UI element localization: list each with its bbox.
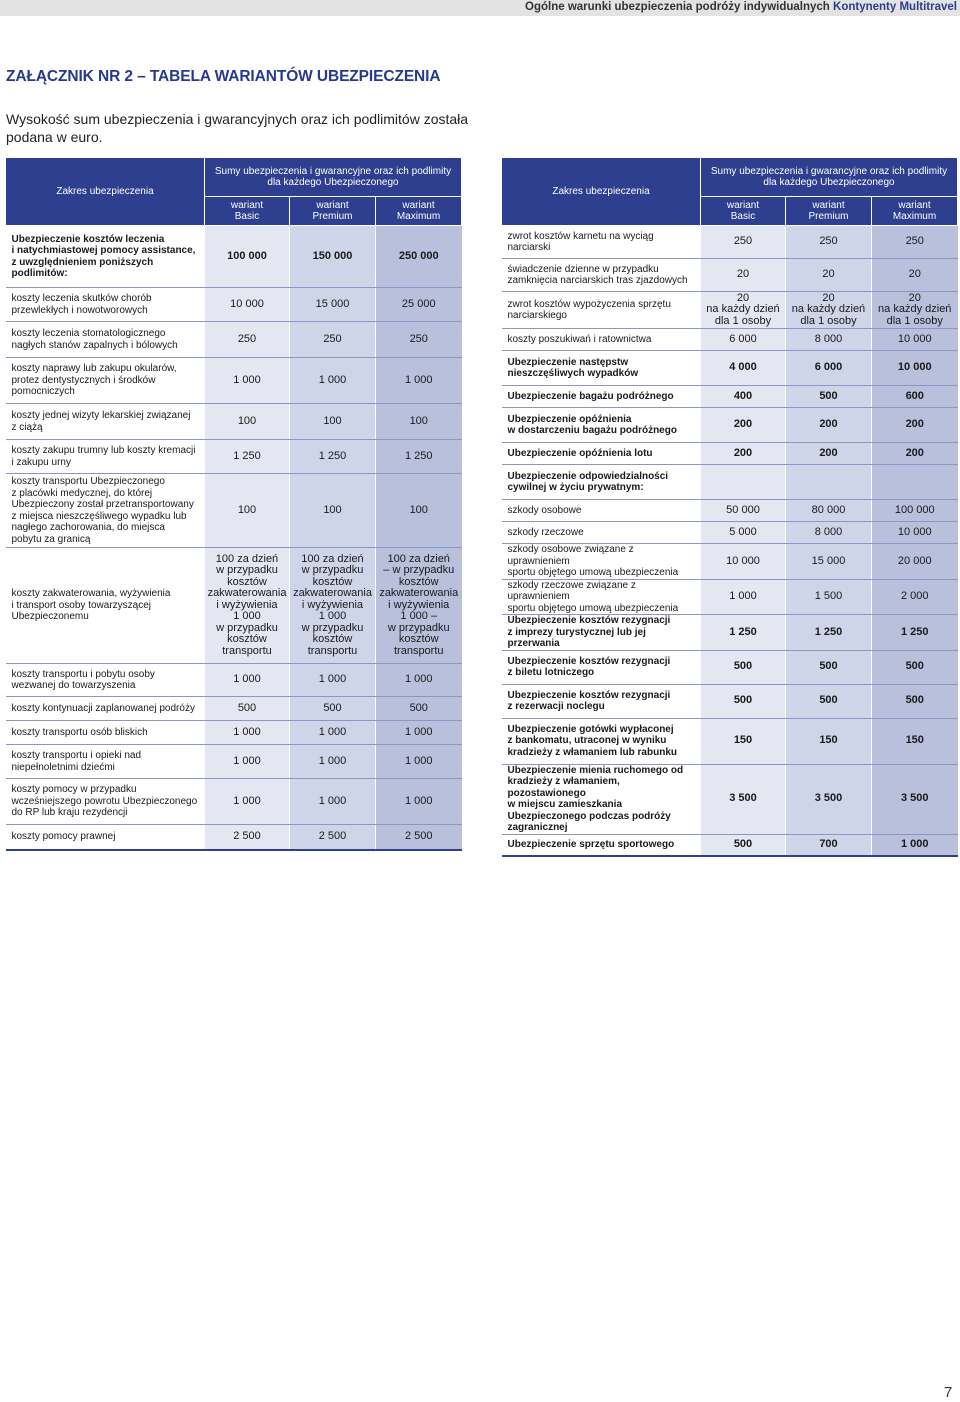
row-label: szkody rzeczowe — [502, 522, 701, 544]
header-brand: Kontynenty Multitravel — [833, 1, 957, 13]
table-row — [6, 226, 462, 288]
value-basic: 100 — [205, 404, 290, 440]
value-maximum: 10 000 — [872, 351, 958, 386]
intro-text: Wysokość sum ubezpieczenia i gwarancyjnych oraz ich podlimitów została podana w euro. — [6, 111, 469, 145]
value-basic: 500 — [205, 697, 290, 721]
row-label: Ubezpieczenie odpowiedzialności cywilnej w życiu prywatnym: — [502, 465, 701, 500]
value-premium: 8 000 — [786, 522, 872, 544]
table-row — [502, 764, 958, 834]
table-row — [502, 386, 958, 408]
value-basic: 500 — [701, 650, 786, 684]
value-maximum: 20 000 — [872, 544, 958, 580]
value-basic: 250 — [205, 322, 290, 358]
value-premium: 1 000 — [290, 745, 376, 779]
value-premium: 250 — [786, 226, 872, 259]
table-row — [6, 440, 462, 474]
value-basic: 1 000 — [205, 664, 290, 697]
row-label: Ubezpieczenie następstw nieszczęśliwych wypadków — [502, 351, 701, 386]
value-premium: 700 — [786, 834, 872, 856]
row-label: koszty kontynuacji zaplanowanej podróży — [6, 697, 205, 721]
page-number: 7 — [944, 1384, 953, 1401]
value-premium: 200 — [786, 443, 872, 465]
value-premium: 8 000 — [786, 329, 872, 351]
row-label: Ubezpieczenie kosztów rezygnacji z biletu lotniczego — [502, 650, 701, 684]
row-label: Ubezpieczenie opóźnienia lotu — [502, 443, 701, 465]
table-row — [6, 474, 462, 548]
value-maximum: 250 000 — [376, 226, 462, 288]
scope-header: Zakres ubezpieczenia — [502, 158, 701, 226]
table-row — [502, 292, 958, 329]
value-maximum: 20 na każdy dzień dla 1 osoby — [872, 292, 958, 329]
table-row — [502, 650, 958, 684]
value-maximum: 1 000 — [376, 664, 462, 697]
row-label: zwrot kosztów wypożyczenia sprzętu narciarskiego — [502, 292, 701, 329]
value-maximum: 1 000 — [376, 779, 462, 825]
table-row — [502, 443, 958, 465]
row-label: koszty transportu osób bliskich — [6, 721, 205, 745]
row-label: koszty poszukiwań i ratownictwa — [502, 329, 701, 351]
value-basic — [701, 465, 786, 500]
table-row — [502, 259, 958, 292]
row-label: koszty naprawy lub zakupu okularów, protez dentystycznych i środków pomocniczych — [6, 358, 205, 404]
value-basic: 5 000 — [701, 522, 786, 544]
value-basic: 3 500 — [701, 764, 786, 834]
table-row — [6, 288, 462, 322]
table-row — [502, 500, 958, 522]
table-row — [502, 408, 958, 443]
row-label: koszty pomocy w przypadku wcześniejszego powrotu Ubezpieczonego do RP lub kraju rezydencji — [6, 779, 205, 825]
value-premium: 1 000 — [290, 779, 376, 825]
value-premium: 1 000 — [290, 664, 376, 697]
value-maximum: 500 — [376, 697, 462, 721]
value-premium: 250 — [290, 322, 376, 358]
value-maximum: 600 — [872, 386, 958, 408]
row-label: zwrot kosztów karnetu na wyciąg narciarski — [502, 226, 701, 259]
value-premium: 6 000 — [786, 351, 872, 386]
value-premium: 500 — [786, 386, 872, 408]
value-premium: 100 — [290, 404, 376, 440]
value-basic: 1 000 — [205, 779, 290, 825]
row-label: Ubezpieczenie gotówki wypłaconej z bankomatu, utraconej w wyniku kradzieży z włamaniem lub rabunku — [502, 718, 701, 764]
value-premium: 1 000 — [290, 721, 376, 745]
row-label: koszty transportu i opieki nad niepełnoletnimi dziećmi — [6, 745, 205, 779]
basic-header: wariant Basic — [701, 197, 786, 226]
row-label: szkody rzeczowe związane z uprawnieniem sportu objętego umową ubezpieczenia — [502, 579, 701, 615]
sums-header: Sumy ubezpieczenia i gwarancyjne oraz ich podlimity dla każdego Ubezpieczonego — [701, 158, 958, 197]
value-premium: 1 250 — [786, 615, 872, 651]
value-premium: 15 000 — [786, 544, 872, 580]
row-label: koszty transportu Ubezpieczonego z placówki medycznej, do której Ubezpieczony został przetransportowany z miejsca nieszczęśliwego wypadku lub nagłego zachorowania, do miejsca pobytu za granicą — [6, 474, 205, 548]
value-maximum: 1 000 — [872, 834, 958, 856]
value-maximum: 25 000 — [376, 288, 462, 322]
value-maximum: 250 — [376, 322, 462, 358]
value-premium: 150 000 — [290, 226, 376, 288]
value-maximum: 200 — [872, 443, 958, 465]
scope-header: Zakres ubezpieczenia — [6, 158, 205, 226]
row-label: Ubezpieczenie kosztów rezygnacji z rezerwacji noclegu — [502, 684, 701, 718]
table-row — [6, 548, 462, 664]
table-row — [502, 544, 958, 580]
row-label: koszty zakupu trumny lub koszty kremacji i zakupu urny — [6, 440, 205, 474]
value-premium: 2 500 — [290, 825, 376, 850]
value-basic: 1 250 — [701, 615, 786, 651]
value-premium: 200 — [786, 408, 872, 443]
value-premium: 1 500 — [786, 579, 872, 615]
premium-header: wariant Premium — [290, 197, 376, 226]
value-maximum: 200 — [872, 408, 958, 443]
table-row — [502, 329, 958, 351]
value-maximum: 500 — [872, 650, 958, 684]
value-maximum: 100 za dzień – w przypadku kosztów zakwaterowania i wyżywienia 1 000 – w przypadku kosztów transportu — [376, 548, 462, 664]
value-maximum — [872, 465, 958, 500]
value-premium: 100 — [290, 474, 376, 548]
value-maximum: 250 — [872, 226, 958, 259]
table-row — [6, 358, 462, 404]
row-label: Ubezpieczenie kosztów rezygnacji z imprezy turystycznej lub jej przerwania — [502, 615, 701, 651]
running-header — [0, 0, 960, 16]
value-basic: 500 — [701, 834, 786, 856]
value-premium: 3 500 — [786, 764, 872, 834]
maximum-header: wariant Maximum — [872, 197, 958, 226]
table-row — [502, 351, 958, 386]
row-label: koszty pomocy prawnej — [6, 825, 205, 850]
value-maximum: 150 — [872, 718, 958, 764]
value-basic: 1 000 — [701, 579, 786, 615]
value-premium: 1 250 — [290, 440, 376, 474]
table-row — [6, 322, 462, 358]
value-basic: 150 — [701, 718, 786, 764]
basic-header: wariant Basic — [205, 197, 290, 226]
value-basic: 1 000 — [205, 358, 290, 404]
value-maximum: 2 500 — [376, 825, 462, 850]
value-basic: 1 250 — [205, 440, 290, 474]
value-premium: 500 — [786, 650, 872, 684]
value-maximum: 100 000 — [872, 500, 958, 522]
page-title: ZAŁĄCZNIK NR 2 – TABELA WARIANTÓW UBEZPIECZENIA — [6, 68, 441, 85]
value-maximum: 3 500 — [872, 764, 958, 834]
row-label: koszty leczenia skutków chorób przewlekłych i nowotworowych — [6, 288, 205, 322]
header-text: Ogólne warunki ubezpieczenia podróży indywidualnych — [525, 1, 830, 13]
value-maximum: 1 000 — [376, 745, 462, 779]
value-basic: 200 — [701, 408, 786, 443]
table-row — [6, 664, 462, 697]
maximum-header: wariant Maximum — [376, 197, 462, 226]
value-basic: 500 — [701, 684, 786, 718]
table-row — [6, 779, 462, 825]
value-maximum: 1 250 — [872, 615, 958, 651]
row-label: szkody osobowe związane z uprawnieniem sportu objętego umową ubezpieczenia — [502, 544, 701, 580]
value-maximum: 10 000 — [872, 522, 958, 544]
table-row — [6, 745, 462, 779]
value-basic: 2 500 — [205, 825, 290, 850]
value-basic: 6 000 — [701, 329, 786, 351]
row-label: Ubezpieczenie bagażu podróżnego — [502, 386, 701, 408]
value-premium: 20 na każdy dzień dla 1 osoby — [786, 292, 872, 329]
row-label: koszty leczenia stomatologicznego nagłych stanów zapalnych i bólowych — [6, 322, 205, 358]
value-premium: 80 000 — [786, 500, 872, 522]
value-premium: 1 000 — [290, 358, 376, 404]
value-premium: 100 za dzień w przypadku kosztów zakwaterowania i wyżywienia 1 000 w przypadku kosztów transportu — [290, 548, 376, 664]
table-row — [502, 718, 958, 764]
value-basic: 10 000 — [205, 288, 290, 322]
table-row — [502, 834, 958, 856]
value-maximum: 10 000 — [872, 329, 958, 351]
value-premium: 150 — [786, 718, 872, 764]
table-row — [502, 226, 958, 259]
value-basic: 4 000 — [701, 351, 786, 386]
row-label: Ubezpieczenie opóźnienia w dostarczeniu bagażu podróżnego — [502, 408, 701, 443]
sums-header: Sumy ubezpieczenia i gwarancyjne oraz ich podlimity dla każdego Ubezpieczonego — [205, 158, 462, 197]
row-label: koszty zakwaterowania, wyżywienia i transport osoby towarzyszącej Ubezpieczonemu — [6, 548, 205, 664]
value-basic: 20 na każdy dzień dla 1 osoby — [701, 292, 786, 329]
row-label: koszty jednej wizyty lekarskiej związanej z ciążą — [6, 404, 205, 440]
value-premium — [786, 465, 872, 500]
value-maximum: 1 000 — [376, 721, 462, 745]
table-row — [502, 579, 958, 615]
value-premium: 500 — [786, 684, 872, 718]
table-row — [502, 522, 958, 544]
row-label: świadczenie dzienne w przypadku zamknięcia narciarskich tras zjazdowych — [502, 259, 701, 292]
value-maximum: 100 — [376, 404, 462, 440]
value-premium: 15 000 — [290, 288, 376, 322]
row-label: szkody osobowe — [502, 500, 701, 522]
value-basic: 400 — [701, 386, 786, 408]
value-basic: 1 000 — [205, 721, 290, 745]
value-basic: 20 — [701, 259, 786, 292]
value-basic: 50 000 — [701, 500, 786, 522]
value-basic: 250 — [701, 226, 786, 259]
table-row — [502, 684, 958, 718]
value-maximum: 1 000 — [376, 358, 462, 404]
row-label: Ubezpieczenie kosztów leczenia i natychmiastowej pomocy assistance, z uwzględnieniem poniższych podlimitów: — [6, 226, 205, 288]
value-maximum: 20 — [872, 259, 958, 292]
right-variants-table — [501, 157, 958, 857]
table-row — [6, 697, 462, 721]
table-row — [6, 404, 462, 440]
premium-header: wariant Premium — [786, 197, 872, 226]
value-basic: 100 000 — [205, 226, 290, 288]
value-basic: 10 000 — [701, 544, 786, 580]
row-label: Ubezpieczenie sprzętu sportowego — [502, 834, 701, 856]
value-maximum: 500 — [872, 684, 958, 718]
value-maximum: 1 250 — [376, 440, 462, 474]
value-premium: 20 — [786, 259, 872, 292]
value-maximum: 100 — [376, 474, 462, 548]
value-basic: 100 — [205, 474, 290, 548]
table-row — [6, 721, 462, 745]
value-basic: 100 za dzień w przypadku kosztów zakwaterowania i wyżywienia 1 000 w przypadku kosztów transportu — [205, 548, 290, 664]
value-basic: 1 000 — [205, 745, 290, 779]
table-row — [502, 615, 958, 651]
table-row — [6, 825, 462, 850]
row-label: koszty transportu i pobytu osoby wezwanej do towarzyszenia — [6, 664, 205, 697]
left-variants-table — [5, 157, 462, 851]
row-label: Ubezpieczenie mienia ruchomego od kradzieży z włamaniem, pozostawionego w miejscu zamieszkania Ubezpieczonego podczas podróży zagranicznej — [502, 764, 701, 834]
table-row — [502, 465, 958, 500]
value-basic: 200 — [701, 443, 786, 465]
value-maximum: 2 000 — [872, 579, 958, 615]
value-premium: 500 — [290, 697, 376, 721]
